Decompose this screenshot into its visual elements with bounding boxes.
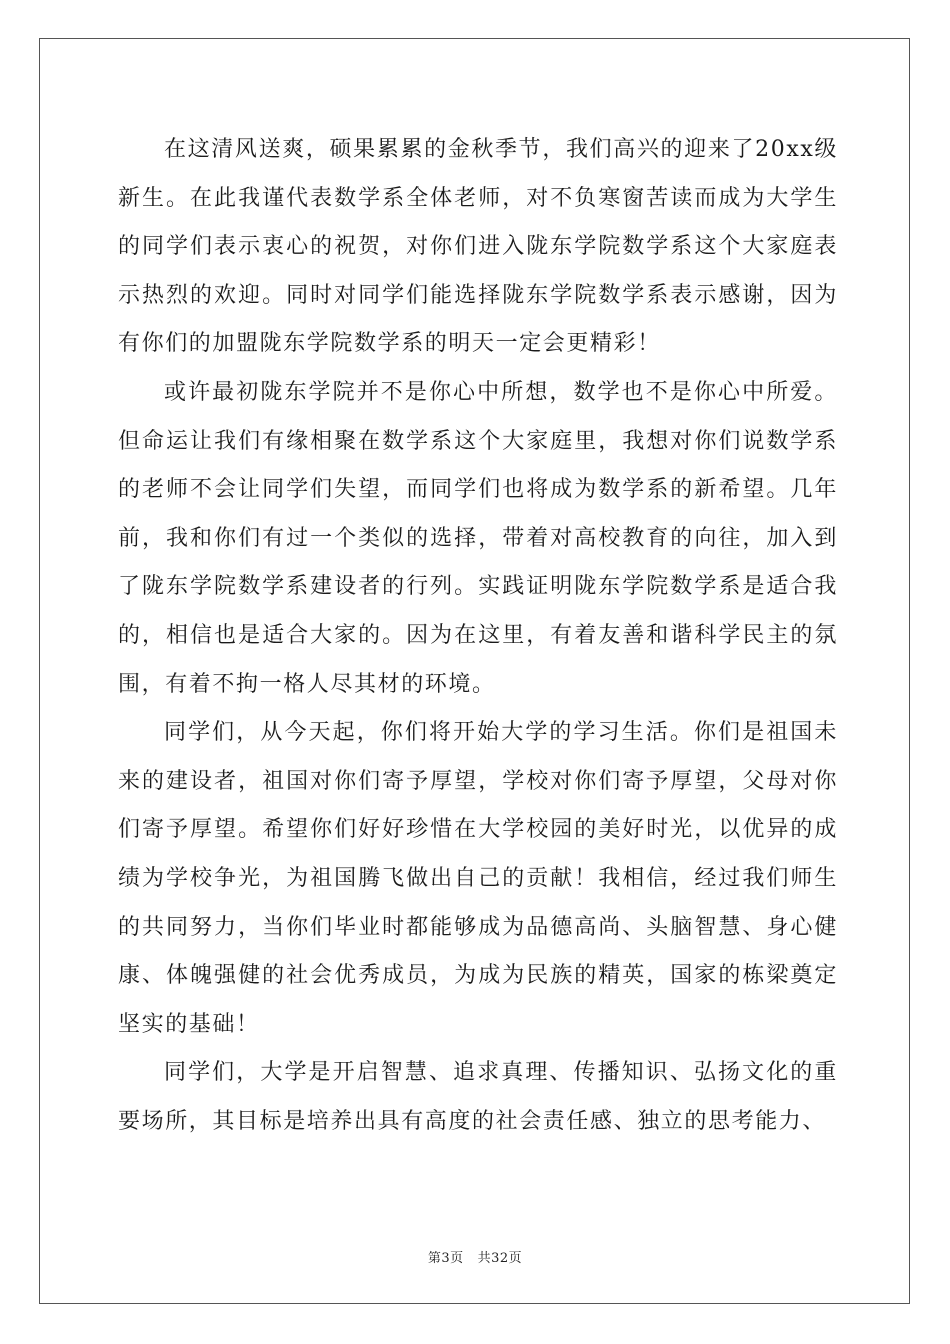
paragraph: 在这清风送爽，硕果累累的金秋季节，我们高兴的迎来了20xx级新生。在此我谨代表数学系全体老师，对不负寒窗苦读而成为大学生的同学们表示衷心的祝贺，对你们进入陇东学院数学系这个大家庭表示热烈的欢迎。同时对同学们能选择陇东学院数学系表示感谢，因为有你们的加盟陇东学院数学系的明天一定会更精彩！ — [118, 137, 838, 357]
page-footer — [0, 1247, 950, 1266]
paragraph: 同学们，大学是开启智慧、追求真理、传播知识、弘扬文化的重要场所，其目标是培养出具有高度的社会责任感、独立的思考能力、 — [118, 1060, 838, 1134]
paragraph: 或许最初陇东学院并不是你心中所想，数学也不是你心中所爱。但命运让我们有缘相聚在数学系这个大家庭里，我想对你们说数学系的老师不会让同学们失望，而同学们也将成为数学系的新希望。几年前，我和你们有过一个类似的选择，带着对高校教育的向往，加入到了陇东学院数学系建设者的行列。实践证明陇东学院数学系是适合我的，相信也是适合大家的。因为在这里，有着友善和谐科学民主的氛围，有着不拘一格人尽其材的环境。 — [118, 379, 838, 697]
total-pages: 共32页 — [477, 1251, 523, 1266]
paragraph: 同学们，从今天起，你们将开始大学的学习生活。你们是祖国未来的建设者，祖国对你们寄予厚望，学校对你们寄予厚望，父母对你们寄予厚望。希望你们好好珍惜在大学校园的美好时光，以优异的成绩为学校争光，为祖国腾飞做出自己的贡献！我相信，经过我们师生的共同努力，当你们毕业时都能够成为品德高尚、头脑智慧、身心健康、体魄强健的社会优秀成员，为成为民族的精英，国家的栋梁奠定坚实的基础！ — [118, 720, 838, 1037]
document-body — [118, 126, 838, 1146]
page-number: 第3页 — [427, 1251, 464, 1266]
